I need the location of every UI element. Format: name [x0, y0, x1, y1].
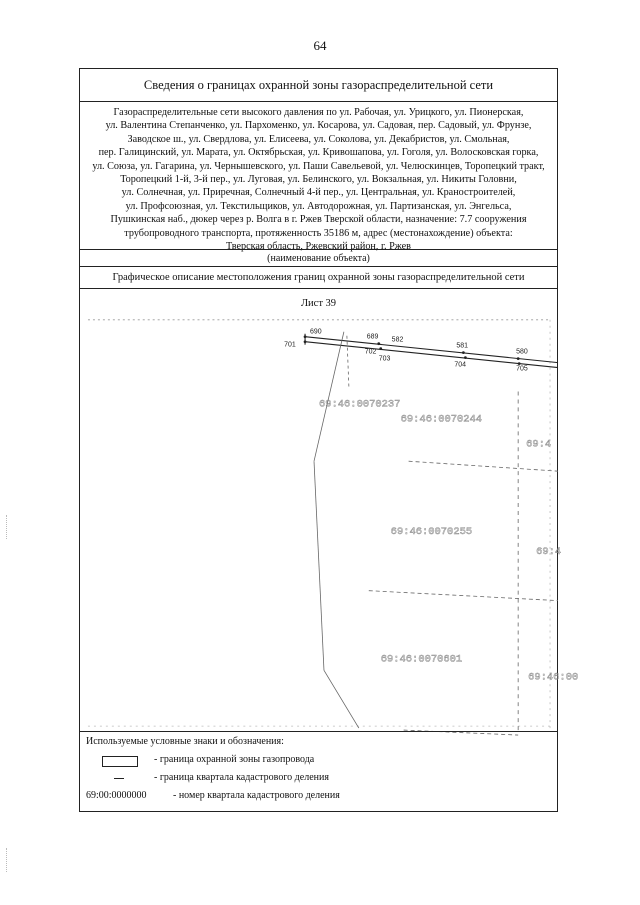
description-line: ул. Валентина Степанченко, ул. Пархоменко, ул. Косарова, ул. Садовая, пер. Садовый, ул. Фрунзе,: [105, 120, 532, 132]
scan-artifact: [6, 848, 8, 872]
point-label: 582: [391, 336, 404, 344]
document-frame: [79, 68, 579, 812]
quarter-number-text: - номер квартала кадастрового деления: [173, 790, 340, 801]
description-line: ул. Союза, ул. Гагарина, ул. Чернышевского, ул. Паши Савельевой, ул. Челюскинцев, Торопецкий тракт,: [92, 160, 545, 172]
point-label: 703: [378, 355, 391, 363]
point-label: 702: [364, 348, 377, 356]
point-label: 704: [454, 361, 467, 369]
point-label: 690: [310, 328, 322, 336]
graphic-description-heading: Графическое описание местоположения границ охранной зоны газораспределительной сети: [80, 267, 557, 289]
point-label: 581: [456, 342, 469, 350]
description-line: Заводское ш., ул. Свердлова, ул. Елисеева, ул. Соколова, ул. Декабристов, ул. Смольная,: [127, 133, 510, 145]
zone-boundary-text: - граница охранной зоны газопровода: [154, 754, 315, 765]
cadastral-number: 69:4: [536, 545, 562, 558]
cadastral-map: [80, 291, 579, 731]
zone-boundary-symbol: [102, 756, 138, 767]
description-line: Торопецкий 1-й, 3-й пер., ул. Луговая, ул. Белинского, ул. Вокзальная, ул. Никиты Головни,: [120, 174, 517, 186]
scan-artifact: [6, 515, 8, 539]
sheet-label: Лист 39: [300, 298, 337, 309]
cadastral-number: 69:46:0070601: [380, 653, 463, 666]
point-label: 580: [516, 348, 528, 356]
description-line: ул. Профсоюзная, ул. Текстильщиков, ул. Автодорожная, ул. Партизанская, ул. Энгельса,: [125, 200, 512, 212]
description-line: Пушкинская наб., дюкер через р. Волга в г. Ржев Тверской области, назначение: 7.7 сооружения: [110, 214, 527, 226]
legend-heading: Используемые условные знаки и обозначения:: [86, 736, 284, 747]
quarter-boundary-symbol: [114, 778, 124, 779]
description-line: Газораспределительные сети высокого давления по ул. Рабочая, ул. Урицкого, ул. Пионерская,: [113, 107, 524, 118]
legend: [80, 731, 557, 813]
object-name-caption: (наименование объекта): [80, 249, 557, 267]
point-label: 705: [516, 365, 528, 373]
point-label: 689: [366, 333, 379, 341]
quarter-number-sample: 69:00:0000000: [86, 790, 147, 801]
cadastral-number: 69:46:0070244: [400, 413, 483, 426]
page-number: 64: [313, 38, 327, 53]
description-line: трубопроводного транспорта, протяженность 35186 м, адрес (местонахождение) объекта:: [124, 227, 513, 239]
description-line: Тверская область, Ржевский район, г. Ржев: [226, 241, 411, 253]
description-line: пер. Галицинский, ул. Марата, ул. Октябрьская, ул. Кривошапова, ул. Гоголя, ул. Волосковская горка,: [98, 147, 539, 159]
description-line: ул. Солнечная, ул. Приречная, Солнечный 4-й пер., ул. Центральная, ул. Краностроителей,: [121, 187, 516, 199]
cadastral-number: 69:46:0070237: [318, 398, 401, 411]
cadastral-number: 69:4: [526, 438, 552, 451]
point-label: 701: [284, 341, 296, 349]
document-title: Сведения о границах охранной зоны газораспределительной сети: [80, 69, 557, 102]
cadastral-number: 69:46:00: [528, 671, 579, 684]
quarter-boundary-text: - граница квартала кадастрового деления: [154, 772, 329, 783]
cadastral-number: 69:46:0070255: [390, 525, 473, 538]
